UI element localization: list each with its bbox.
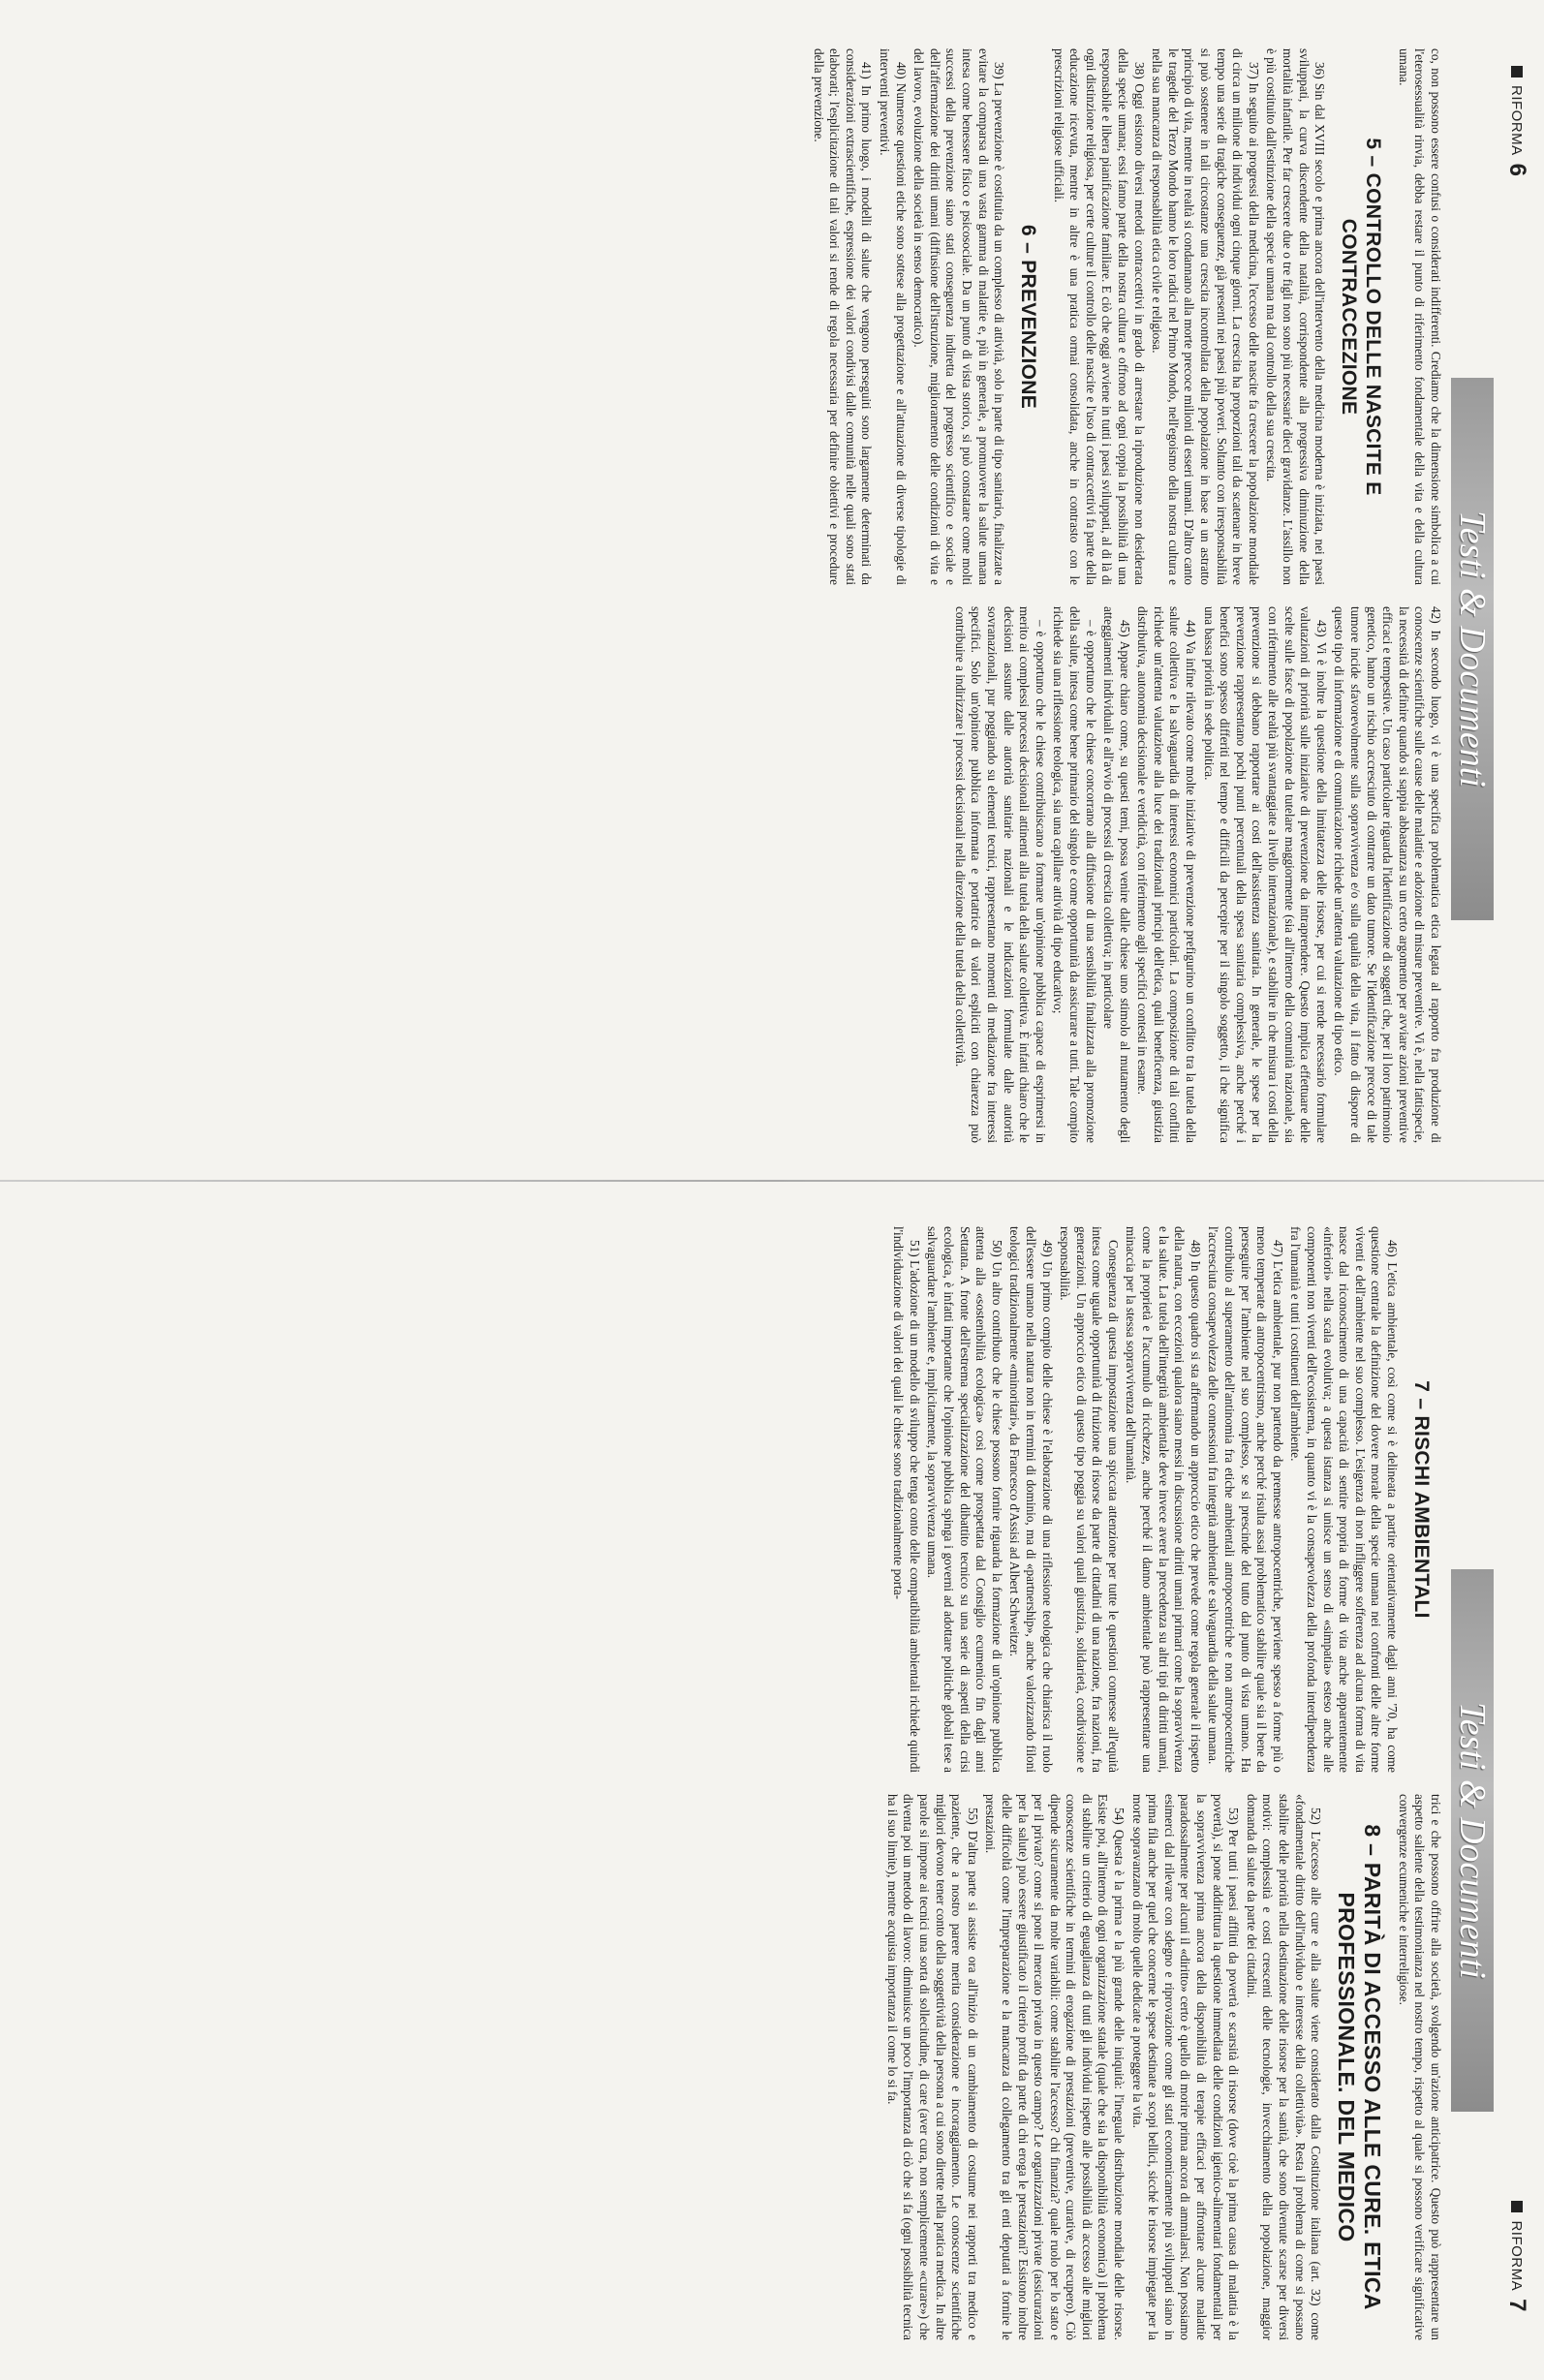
paragraph: – è opportuno che le chiese concorrano alla diffusione di una sensibilità finalizzata alla promozione della salute, intesa come bene primario del singolo e come opportunità da assicurare a tutti. Tale compito richiede sia una riflessione teologica, sia una capillare attività di tipo educativo; [1051,606,1098,1143]
paragraph: 42) In secondo luogo, vi è una specifica problematica etica legata al rapporto fra produzione di conoscenze scientifiche sulle cause delle malattie e adozione di misure preventive. Vi è, nella fattispecie, la necessità di definire quando si sappia abbastanza su un certo argomento per avviare azioni preventive efficaci e tempestive. Un caso particolare riguarda l'identificazione di soggetti che, per il loro patrimonio genetico, hanno un rischio accresciuto di contrarre un dato tumore. Se l'identificazione precoce di tale tumore incide sfavorevolmente sulla sopravvivenza e/o sulla qualità della vita, il fatto di disporre di questo tipo di informazione e di comunicazione richiede un'attenta valutazione di tipo etico. [1332,606,1443,1143]
paragraph: 38) Oggi esistono diversi metodi contraccettivi in grado di arrestare la riproduzione non desiderata della specie umana; essi fanno parte della nostra cultura e offrono ad ogni coppia la possibilità di una responsabile e libera pianificazione familiare. E ciò che oggi avviene in tutti i paesi sviluppati, al di là di ogni distinzione religiosa, per certe culture il controllo delle nascite e l'uso di contraccettivi fa parte della educazione ricevuta, mentre in altre è una pratica ormai consolidata, anche in contrasto con le prescrizioni religiose ufficiali. [1051,48,1147,585]
page-7 [19,1226,1443,2340]
section-title-8: 8 – PARITÀ DI ACCESSO ALLE CURE. ETICA PROFESSIONALE. DEL MEDICO [1334,1824,1386,2310]
paragraph: 51) L'adozione di un modello di sviluppo che tenga conto delle compatibilità ambientali richiede quindi l'individuazione di valori dei quali le chiese sono tradizionalmente porta- [891,1226,922,1773]
paragraph: trici e che possono offrire alla società, svolgendo un'azione anticipatrice. Questo può rappresentare un aspetto saliente della testimonianza nel nostro tempo, rispetto al quale si possono verificare significative convergenze ecumeniche e interreligiose. [1396,1794,1443,2340]
paragraph: Conseguenza di questa impostazione una spiccata attenzione per tutte le questioni connesse all'equità intesa come uguale opportunità di fruizione di risorse da parte di cittadini di una nazione, fra nazioni, fra generazioni. Un approccio etico di questo tipo poggia su valori quali giustizia, solidarietà, condivisione e responsabilità. [1058,1226,1121,1773]
paragraph: 53) Per tutti i paesi afflitti da povertà e scarsità di risorse (dove cioè la prima causa di malattia è la povertà), si pone addirittura la questione immediata delle condizioni igienico-alimentari fondamentali per la sopravvivenza prima ancora della disponibilità di terapie efficaci per affrontare alcune malattie paradossalmente per alcuni il «diritto» certo è quello di morire prima ancora di ammalarsi. Non possiamo esimerci dal rilevare con sdegno e riprovazione come gli stati economicamente più sviluppati siano in prima fila anche per quel che concerne le spese destinate a scopi bellici, sicché le risorse impiegate per la morte sopravanzano di molto quelle dedicate a proteggere la vita. [1129,1794,1242,2340]
square-icon [1511,66,1523,77]
paragraph: 45) Appare chiaro come, su questi temi, possa venire dalle chiese uno stimolo al mutamento degli atteggiamenti individuali e all'avvio di processi di crescita collettiva; in particolare [1101,606,1132,1143]
paragraph: 37) In seguito ai progressi della medicina, l'eccesso delle nascite fa crescere la popolazione mondiale di circa un milione di individui ogni cinque giorni. La crescita ha proporzioni tali da scatenare in breve tempo una serie di tragiche conseguenze, già presenti nei paesi più poveri. Soltanto con irresponsabilità si può sostenere in tali circostanze una crescita incontrollata della popolazione in base a un astratto principio di vita, mentre in realtà si condannano alla morte precoce milioni di esseri umani. D'altro canto le tragedie del Terzo Mondo hanno le loro radici nel Primo Mondo, nell'egoismo della nostra cultura e nella sua mancanza di responsabilità etica civile e religiosa. [1150,48,1261,585]
column-right-2 [19,1794,1443,2340]
page-gutter [0,1180,1544,1182]
folio-left [1503,66,1530,177]
magazine-name-right: RIFORMA [1508,2220,1526,2292]
paragraph: 52) L'accesso alle cure e alla salute viene considerato dalla Costituzione italiana (art. 32) come «fondamentale diritto dell'individuo e interesse della collettività». Resta il problema di come si possano stabilire delle priorità nella destinazione delle risorse per la sanità, che sono divenute scarse per diversi motivi: complessità e costi crescenti delle tecnologie, invecchiamento della popolazione, maggior domanda di salute da parte dei cittadini. [1244,1794,1324,2340]
page-number-right: 7 [1504,2299,1530,2312]
folio-right [1503,2201,1530,2312]
magazine-name-left: RIFORMA [1508,85,1526,156]
section-banner-left: Testi & Documenti [1451,378,1494,920]
paragraph: 41) In primo luogo, i modelli di salute che vengono perseguiti sono largamente determinati da considerazioni extrascientifiche, espressione dei valori condivisi dalle comunità nelle quali sono stati elaborati; l'esplicitazione di tali valori si rende di regola necessaria per definire obiettivi e procedure della prevenzione. [811,48,875,585]
paragraph: 44) Va infine rilevato come molte iniziative di prevenzione prefigurino un conflitto tra la tutela della salute collettiva e la salvaguardia di interessi economici particolari. La composizione di tali conflitti richiede un'attenta valutazione alla luce dei tradizionali principi dell'etica, quali beneficenza, giustizia distributiva, autonomia decisionale e veridicità, con riferimento agli specifici contesti in esame. [1135,606,1199,1143]
paragraph: 40) Numerose questioni etiche sono sottese alla progettazione e all'attuazione di diverse tipologie di interventi preventivi. [877,48,909,585]
column-left-2 [19,606,1443,1143]
column-right-1 [19,1226,1443,1773]
page-number-left: 6 [1504,163,1530,177]
paragraph: – è opportuno che le chiese contribuiscano a formare un'opinione pubblica capace di esprimersi in merito ai complessi processi decisionali attinenti alla tutela della salute collettiva. È infatti chiaro che le decisioni assunte dalle autorità sanitarie nazionali e le indicazioni formulate dalle autorità sovranazionali, pur poggiando su elementi tecnici, rappresentano momenti di mediazione fra interessi specifici. Solo un'opinione pubblica informata e portatrice di valori espliciti con chiarezza può contribuire a indirizzare i processi decisionali nella direzione della tutela della collettività. [952,606,1048,1143]
paragraph: 46) L'etica ambientale, così come si è delineata a partire orientativamente dagli anni '70, ha come questione centrale la definizione del dovere morale della specie umana nei confronti delle altre forme viventi e dell'ambiente nel suo complesso. L'esigenza di non infliggere sofferenza ad alcuna forma di vita nasce dal riconoscimento di una capacità di sentire propria di forme di vita anche apparentemente «inferiori» nella scala evolutiva; a questa istanza si unisce un senso di «simpatia» esteso anche alle componenti non viventi dell'ecosistema, in quanto vi è la consapevolezza della profonda interdipendenza fra l'umanità e tutti i costituenti dell'ambiente. [1288,1226,1400,1773]
paragraph: 48) In questo quadro si sta affermando un approccio etico che prevede come regola generale il rispetto della natura, con eccezioni qualora siano messi in discussione diritti umani primari come la sopravvivenza e la salute. La tutela dell'integrità ambientale deve invece avere la precedenza su altri tipi di diritti umani, come la proprietà e l'accumulo di ricchezze, anche perché il danno ambientale può rappresentare una minaccia per la stessa sopravvivenza dell'umanità. [1124,1226,1203,1773]
paragraph: 36) Sin dal XVIII secolo e prima ancora dell'intervento della medicina moderna è iniziata, nei paesi sviluppati, la curva discendente della natalità, corrispondente alla progressiva diminuzione della mortalità infantile. Per far crescere due o tre figli non sono più necessarie dieci gravidanze. L'assillo non è più costituito dall'estinzione della specie umana ma dal controllo della sua crescita. [1264,48,1328,585]
section-title-6: 6 – PREVENZIONE [1017,224,1040,410]
section-title-5: 5 – CONTROLLO DELLE NASCITE E CONTRACCEZIONE [1338,138,1385,496]
section-title-7: 7 – RISCHI AMBIENTALI [1410,1380,1433,1619]
paragraph: 54) Questa è la prima e la più grande delle iniquità: l'ineguale distribuzione mondiale delle risorse. Esiste poi, all'interno di ogni organizzazione statale (quale che sia la disponibilità economica) il problema di stabilire un criterio di eguaglianza di tutti gli individui rispetto alle possibilità di accesso alle migliori conoscenze scientifiche in termini di erogazione di prestazioni (preventive, curative, di recupero). Ciò dipende sicuramente da molte variabili: come stabilire l'accesso? chi finanzia? quale ruolo per lo stato e per il privato? come si pone il mercato privato in questo campo? Le organizzazioni private (assicurazioni per la salute) può essere giustificato il criterio profit da parte di chi eroga le prestazioni? Esistono inoltre delle difficoltà come l'impreparazione e la mancanza di collegamento tra gli enti deputati a fornire le prestazioni. [983,1794,1127,2340]
section-banner-right: Testi & Documenti [1451,1569,1494,2112]
paragraph: 47) L'etica ambientale, pur non partendo da premesse antropocentriche, perviene spesso a forme più o meno temperate di antropocentrismo, anche perché risulta assai problematico stabilire quale sia il bene da perseguire per l'ambiente nel suo complesso, se si prescinde del tutto dal punto di vista umano. Ha contribuito al superamento dell'antinomia fra etiche ambientali antropocentriche e non antropocentriche l'accresciuta consapevolezza delle connessioni fra integrità ambientale e salvaguardia della salute umana. [1206,1226,1285,1773]
square-icon [1511,2201,1523,2212]
page-6 [19,48,1443,1143]
paragraph: 39) La prevenzione è costituita da un complesso di attività, solo in parte di tipo sanitario, finalizzate a evitare la comparsa di una vasta gamma di malattie e, più in generale, a promuovere la salute umana intesa come benessere fisico e psicosociale. Da un punto di vista storico, si può constatare come molti successi della prevenzione siano stati conseguenza indiretta del progresso scientifico e sociale e dell'affermazione dei diritti umani (diffusione dell'istruzione, miglioramento delle condizioni di vita e del lavoro, evoluzione della società in senso democratico). [911,48,1007,585]
paragraph: 43) Vi è inoltre la questione della limitatezza delle risorse, per cui si rende necessario formulare valutazioni di priorità sulle iniziative di prevenzione da intraprendere. Questo implica effettuare delle scelte sulle fasce di popolazione da tutelare maggiormente (sia all'interno della comunità nazionale, sia con riferimento alle realtà più svantaggiate a livello internazionale), e stabilire in che misura i costi della prevenzione si debbano rapportare ai costi dell'assistenza sanitaria. In generale, le spese per la prevenzione rappresentano pochi punti percentuali della spesa sanitaria complessiva, anche perché i benefici sono spesso differiti nel tempo e difficili da percepire per il singolo soggetto, il che significa una bassa priorità in sede politica. [1201,606,1329,1143]
paragraph: 55) D'altra parte si assiste ora all'inizio di un cambiamento di costume nei rapporti tra medico e paziente, che a nostro parere merita considerazione e incoraggiamento. Le conoscenze scientifiche migliori devono tener conto della soggettività della persona a cui sono dirette nella pratica medica. In altre parole si impone ai tecnici una sorta di sollecitudine, di care (aver cura, non semplicemente «curare») che diventa poi un metodo di lavoro: diminuisce un poco l'importanza di ciò che si fa (ogni possibilità tecnica ha il suo limite), mentre acquista importanza il come lo si fa. [884,1794,980,2340]
column-left-1 [19,48,1443,585]
paragraph: co, non possono essere confusi o considerati indifferenti. Crediamo che la dimensione simbolica a cui l'eterosessualità rinvia, debba restare il punto di riferimento fondamentale della vita e della cultura umana. [1396,48,1443,585]
paragraph: 49) Un primo compito delle chiese è l'elaborazione di una riflessione teologica che chiarisca il ruolo dell'essere umano nella natura non in termini di dominio, ma di «partnership», anche valorizzando filoni teologici tradizionalmente «minoritari», da Francesco d'Assisi ad Albert Schweitzer. [1007,1226,1055,1773]
paragraph: 50) Un altro contributo che le chiese possono fornire riguarda la formazione di un'opinione pubblica attenta alla «sostenibilità ecologica» così come prospettata dal Consiglio ecumenico fin dagli anni Settanta. A fronte dell'estrema specializzazione del dibattito tecnico su una serie di aspetti della crisi ecologica, è infatti importante che l'opinione pubblica spinga i governi ad adottare politiche globali tese a salvaguardare l'ambiente e, implicitamente, la sopravvivenza umana. [925,1226,1004,1773]
